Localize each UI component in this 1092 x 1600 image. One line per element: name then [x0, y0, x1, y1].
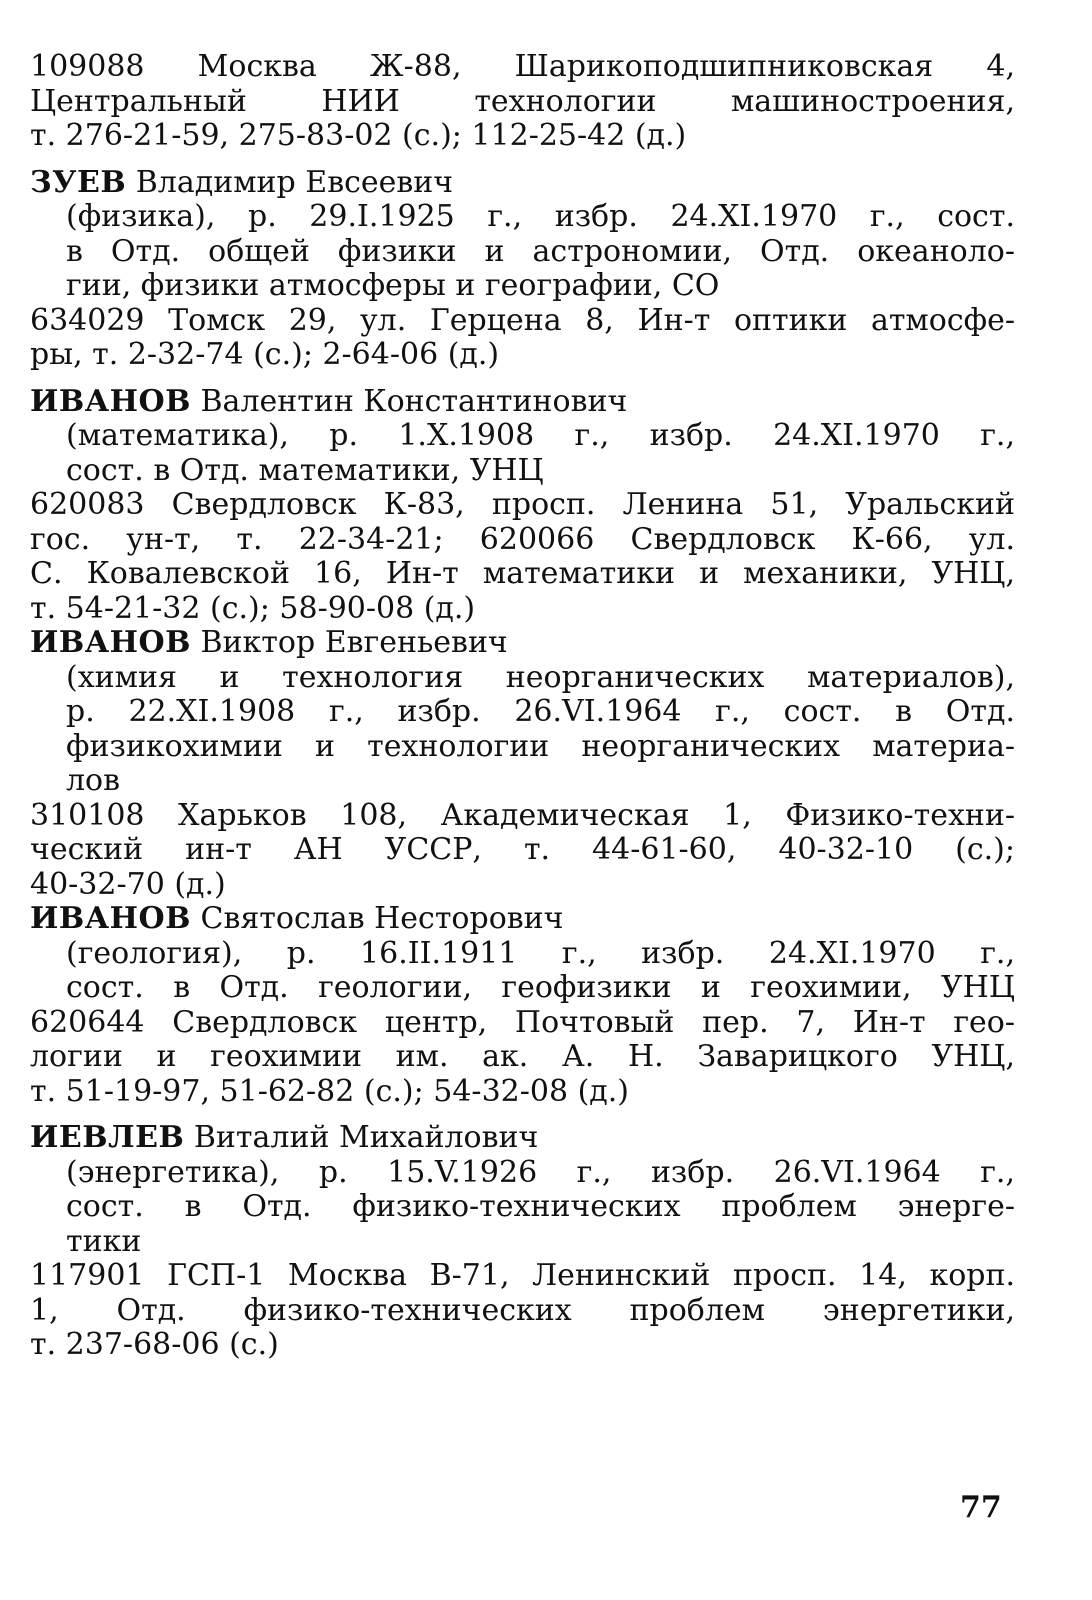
text-line: 310108 Харьков 108, Академическая 1, Физико-техни-: [30, 797, 1015, 833]
text-line: сост. в Отд. физико-технических проблем энерге-: [66, 1189, 1015, 1224]
text-line: т. 51-19-97, 51-62-82 (с.); 54-32-08 (д.): [30, 1073, 630, 1109]
text-line: 117901 ГСП-1 Москва В-71, Ленинский просп. 14, корп.: [30, 1258, 1015, 1293]
entry-heading: [30, 902, 1015, 937]
text-line: С. Ковалевской 16, Ин-т математики и механики, УНЦ,: [30, 556, 1015, 591]
text-line: (математика), р. 1.X.1908 г., избр. 24.XI.1970 г.,: [66, 418, 1015, 453]
text-line: тики: [66, 1223, 142, 1259]
text-line: т. 54-21-32 (с.); 58-90-08 (д.): [30, 590, 476, 626]
text-line: 40-32-70 (д.): [30, 866, 226, 902]
text-line: 1, Отд. физико-технических проблем энергетики,: [30, 1292, 1015, 1328]
entry-surname: ИВАНОВ: [30, 383, 191, 419]
text-line: сост. в Отд. геологии, геофизики и геохимии, УНЦ: [66, 970, 1015, 1005]
entry-heading: [30, 385, 1015, 420]
text-line: (физика), р. 29.I.1925 г., избр. 24.XI.1970 г., сост.: [66, 199, 1015, 234]
text-line: (энергетика), р. 15.V.1926 г., избр. 26.VI.1964 г.,: [66, 1154, 1015, 1190]
text-line: 634029 Томск 29, ул. Герцена 8, Ин-т оптики атмосфе-: [30, 302, 1015, 338]
text-line: 620644 Свердловск центр, Почтовый пер. 7, Ин-т гео-: [30, 1004, 1015, 1040]
text-line: в Отд. общей физики и астрономии, Отд. океаноло-: [66, 233, 1015, 269]
text-line: т. 276-21-59, 275-83-02 (с.); 112-25-42 (д.): [30, 118, 687, 153]
entry-given-names: Виктор Евгеньевич: [200, 625, 508, 660]
text-line: т. 237-68-06 (с.): [30, 1327, 279, 1362]
text-line: ры, т. 2-32-74 (с.); 2-64-06 (д.): [30, 337, 500, 372]
text-line: Центральный НИИ технологии машиностроения,: [30, 83, 1015, 119]
text-line: гос. ун-т, т. 22-34-21; 620066 Свердловск К-66, ул.: [30, 521, 1015, 557]
entry-given-names: Святослав Несторович: [200, 901, 564, 936]
entry-heading: [30, 626, 1015, 661]
text-line: лов: [66, 763, 121, 798]
text-line: 620083 Свердловск К-83, просп. Ленина 51, Уральский: [30, 487, 1015, 522]
entry-surname: ИЕВЛЕВ: [30, 1120, 185, 1155]
entry-surname: ИВАНОВ: [30, 901, 191, 936]
text-line: (геология), р. 16.II.1911 г., избр. 24.XI.1970 г.,: [66, 935, 1015, 971]
text-line: ческий ин-т АН УССР, т. 44-61-60, 40-32-10 (с.);: [30, 832, 1015, 867]
text-line: сост. в Отд. математики, УНЦ: [66, 452, 544, 488]
entry-given-names: Валентин Константинович: [200, 383, 628, 419]
text-line: р. 22.XI.1908 г., избр. 26.VI.1964 г., сост. в Отд.: [66, 694, 1015, 729]
entry-heading: [30, 1121, 1015, 1156]
text-line: логии и геохимии им. ак. А. Н. Заварицкого УНЦ,: [30, 1039, 1015, 1074]
entry-given-names: Виталий Михайлович: [193, 1120, 539, 1155]
directory-page: [30, 50, 1015, 1363]
text-line: (химия и технология неорганических материалов),: [66, 659, 1015, 695]
entry-given-names: Владимир Евсеевич: [135, 164, 454, 200]
entry-heading: [30, 166, 1015, 201]
entry-surname: ИВАНОВ: [30, 625, 191, 660]
text-line: гии, физики атмосферы и географии, СО: [66, 268, 720, 303]
page-number: 77: [960, 1490, 1002, 1525]
entry-surname: ЗУЕВ: [30, 164, 127, 200]
text-line: физикохимии и технологии неорганических материа-: [66, 728, 1015, 764]
text-line: 109088 Москва Ж-88, Шарикоподшипниковская 4,: [30, 49, 1015, 84]
